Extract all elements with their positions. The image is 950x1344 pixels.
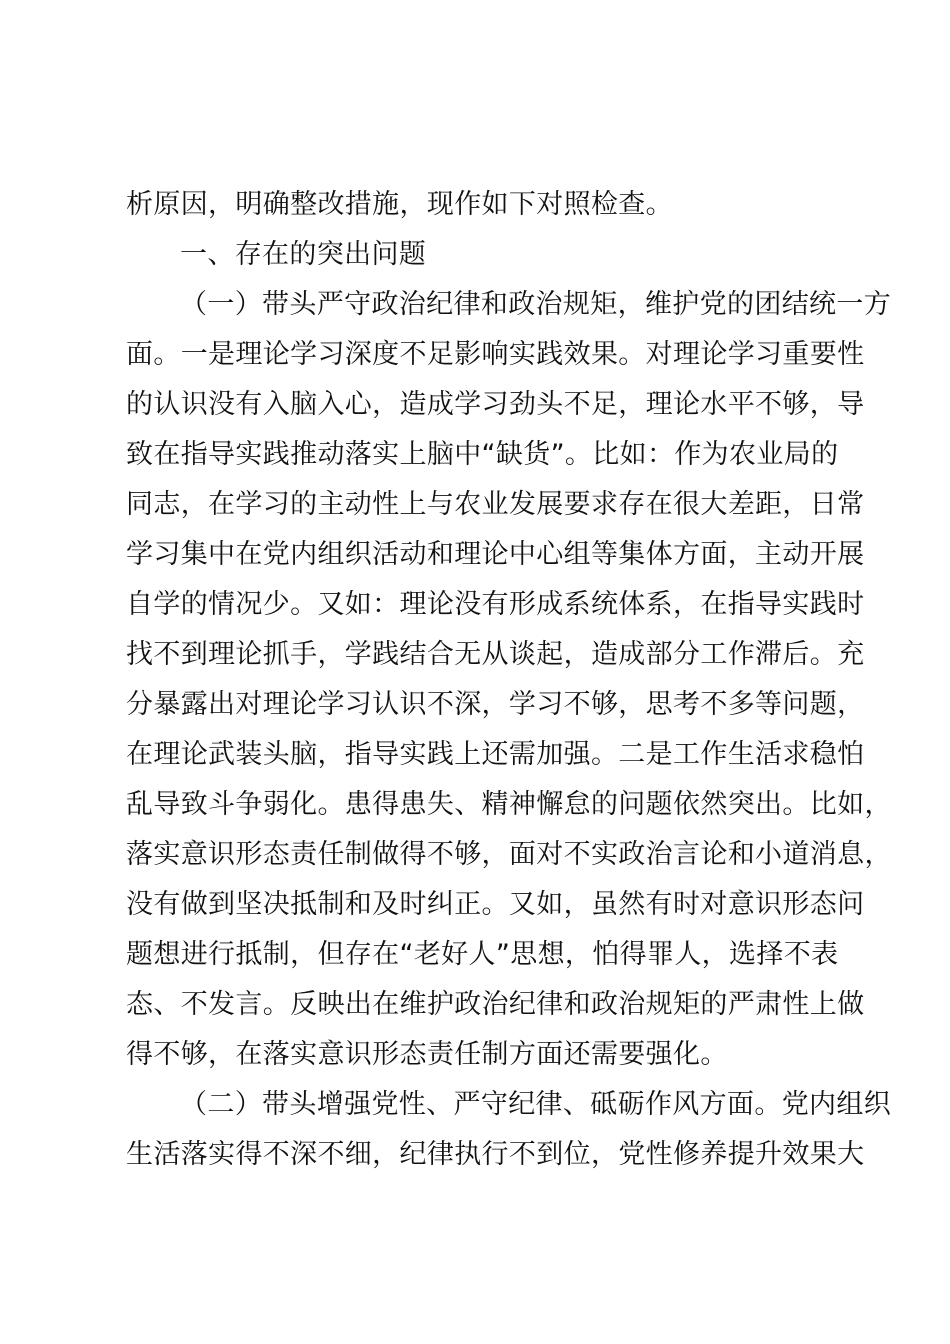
text-line: 分暴露出对理论学习认识不深，学习不够，思考不多等问题， xyxy=(126,689,865,720)
text-line: 没有做到坚决抵制和及时纠正。又如，虽然有时对意识形态问 xyxy=(126,889,865,920)
text-line: 同志，在学习的主动性上与农业发展要求存在很大差距，日常 xyxy=(126,489,865,520)
text-line: 自学的情况少。又如：理论没有形成系统体系，在指导实践时 xyxy=(126,589,865,620)
text-line: 在理论武装头脑，指导实践上还需加强。二是工作生活求稳怕 xyxy=(126,739,865,770)
text-line: 找不到理论抓手，学践结合无从谈起，造成部分工作滞后。充 xyxy=(126,639,865,670)
text-line: 得不够，在落实意识形态责任制方面还需要强化。 xyxy=(126,1039,728,1070)
text-line: 致在指导实践推动落实上脑中“缺货”。比如：作为农业局的 xyxy=(126,439,839,470)
text-line: 面。一是理论学习深度不足影响实践效果。对理论学习重要性 xyxy=(126,339,865,370)
text-line: 学习集中在党内组织活动和理论中心组等集体方面，主动开展 xyxy=(126,539,865,570)
text-line: 落实意识形态责任制做得不够，面对不实政治言论和小道消息， xyxy=(126,839,892,870)
text-line: 态、不发言。反映出在维护政治纪律和政治规矩的严肃性上做 xyxy=(126,989,865,1020)
text-line: 的认识没有入脑入心，造成学习劲头不足，理论水平不够，导 xyxy=(126,389,865,420)
text-line: 题想进行抵制，但存在“老好人”思想，怕得罪人，选择不表 xyxy=(126,939,839,970)
text-line: 生活落实得不深不细，纪律执行不到位，党性修养提升效果大 xyxy=(126,1139,865,1170)
text-line: 析原因，明确整改措施，现作如下对照检查。 xyxy=(126,189,673,220)
subsection-heading: （二）带头增强党性、严守纪律、砥砺作风方面。党内组织 xyxy=(180,1089,892,1120)
text-line: 乱导致斗争弱化。患得患失、精神懈怠的问题依然突出。比如， xyxy=(126,789,892,820)
section-heading: 一、存在的突出问题 xyxy=(180,239,427,270)
subsection-heading: （一）带头严守政治纪律和政治规矩，维护党的团结统一方 xyxy=(180,289,892,320)
